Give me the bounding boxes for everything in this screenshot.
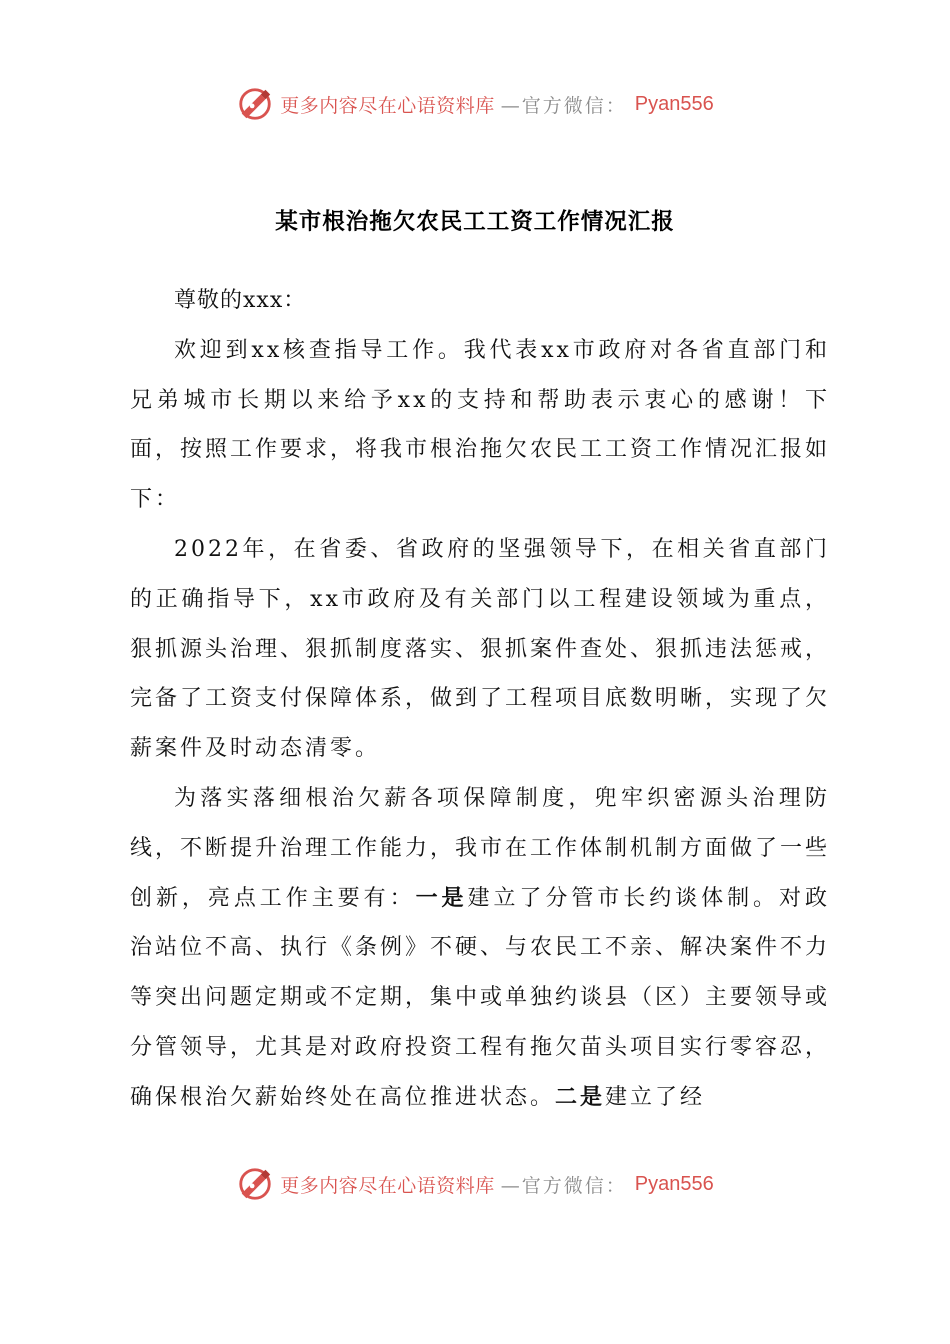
point-two-label: 二是 (555, 1083, 606, 1110)
footer-library-text: 更多内容尽在心语资料库 (280, 1174, 495, 1197)
header-banner (0, 82, 950, 126)
paragraph-overview: 2022年，在省委、省政府的坚强领导下，在相关省直部门的正确指导下，xx市政府及有关部门以工程建设领域为重点，狠抓源头治理、狠抓制度落实、狠抓案件查处、狠抓违法惩戒，完备了工资支付保障体系，做到了工程项目底数明晰，实现了欠薪案件及时动态清零。 (130, 536, 831, 762)
highlights-intro: 为落实落细根治欠薪各项保障制度，兜牢织密源头治理防线，不断提升治理工作能力，我市在工作体制机制方面做了一些创新，亮点工作主要有： (130, 785, 831, 911)
pen-logo-icon (236, 85, 274, 123)
footer-wechat-id: Pyan556 (634, 1172, 714, 1195)
paragraph-highlights (130, 774, 830, 1123)
salutation: 尊敬的xxx： (174, 288, 307, 313)
point-two-text: 建立了经 (605, 1084, 706, 1110)
banner-wechat-id: Pyan556 (634, 92, 714, 115)
pen-logo-icon (236, 1165, 274, 1203)
footer-banner (0, 1162, 950, 1206)
paragraph-welcome: 欢迎到xx核查指导工作。我代表xx市政府对各省直部门和兄弟城市长期以来给予xx的支持和帮助表示衷心的感谢！下面，按照工作要求，将我市根治拖欠农民工工资工作情况汇报如下： (130, 337, 831, 513)
document-title: 某市根治拖欠农民工工资工作情况汇报 (275, 209, 675, 235)
point-one-label: 一是 (415, 884, 468, 911)
banner-library-text: 更多内容尽在心语资料库 (280, 94, 495, 117)
banner-wechat-label: —官方微信： (500, 94, 627, 117)
point-one-text: 建立了分管市长约谈体制。对政治站位不高、执行《条例》不硬、与农民工不亲、解决案件不力等突出问题定期或不定期，集中或单独约谈县（区）主要领导或分管领导，尤其是对政府投资工程有拖欠苗头项目实行零容忍，确保根治欠薪始终处在高位推进状态。 (130, 885, 831, 1110)
document-body (130, 276, 830, 1123)
footer-wechat-label: —官方微信： (500, 1174, 627, 1197)
